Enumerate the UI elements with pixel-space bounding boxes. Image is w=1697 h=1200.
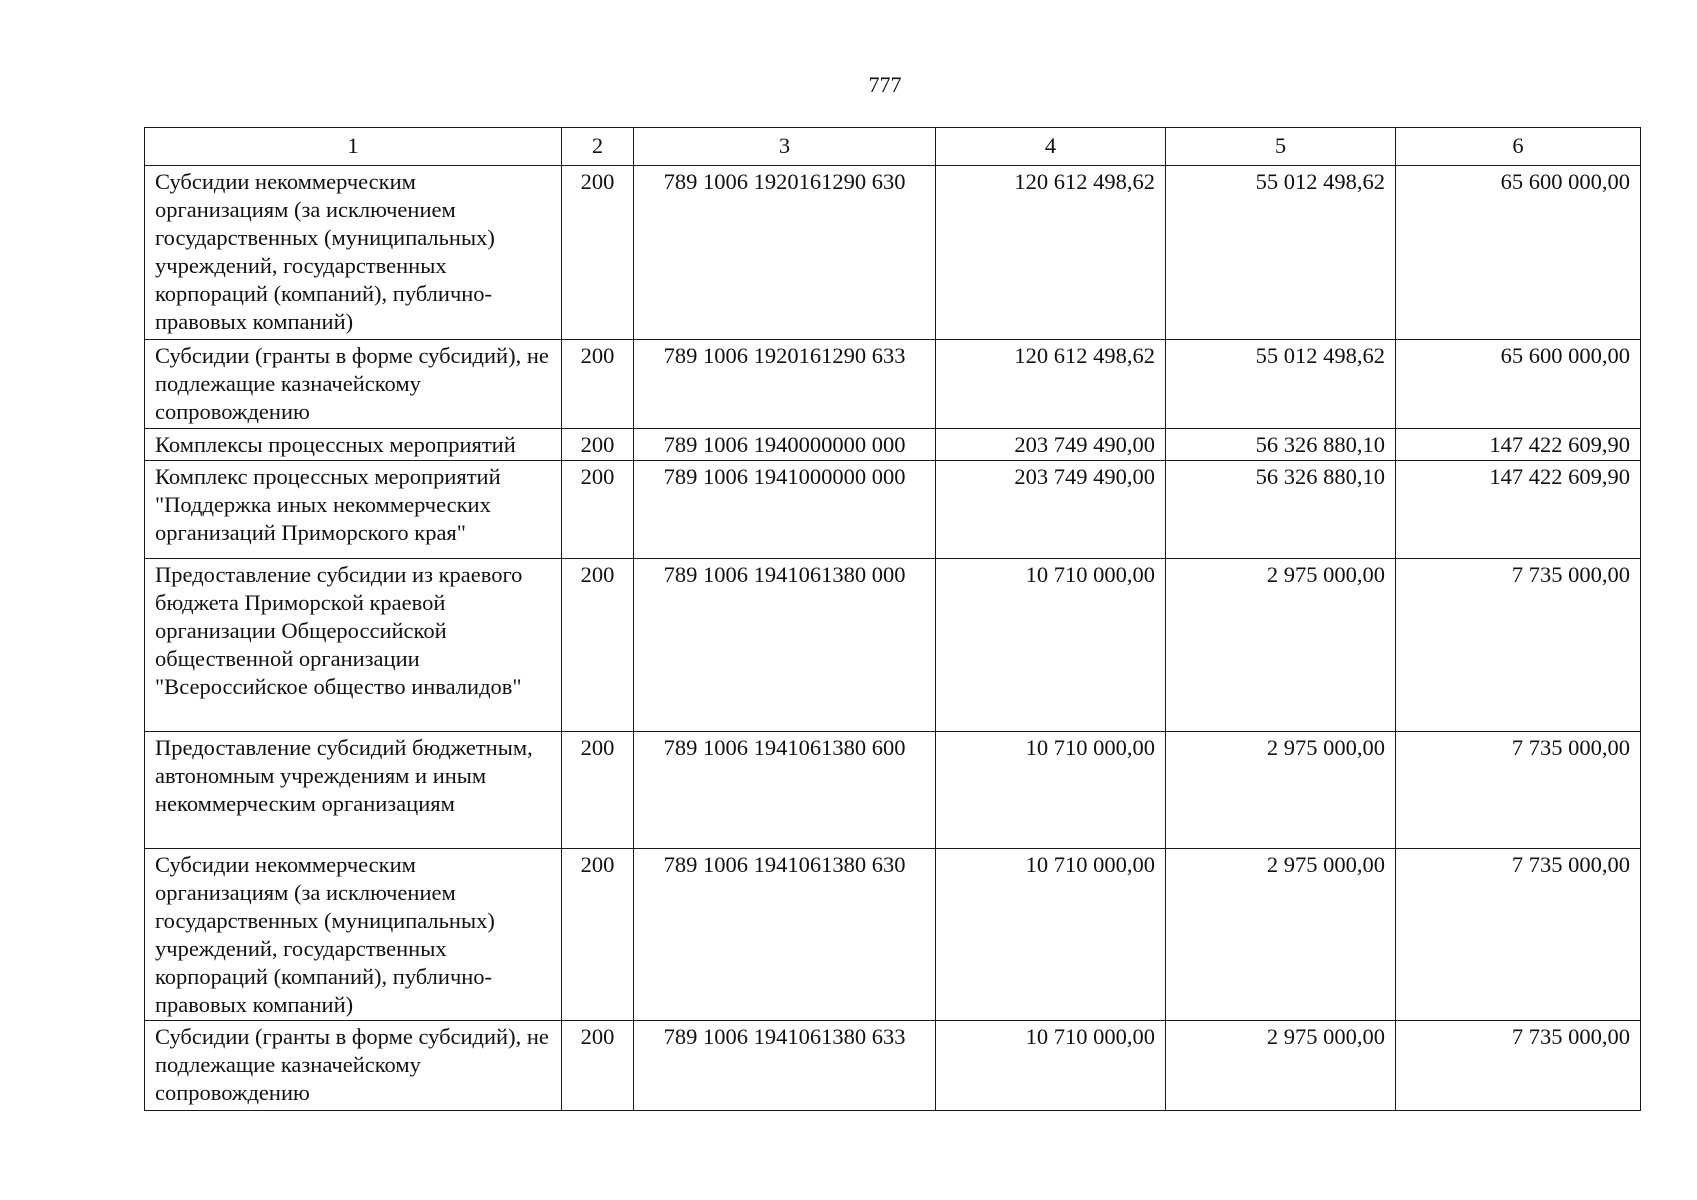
row-col4: 10 710 000,00	[936, 732, 1166, 849]
table-row	[145, 340, 1641, 429]
row-code: 789 1006 1941061380 600	[634, 732, 936, 849]
row-name: Комплекс процессных мероприятий "Поддержка иных некоммерческих организаций Приморского края"	[145, 461, 562, 559]
column-header: 2	[562, 128, 634, 166]
row-col4: 203 749 490,00	[936, 429, 1166, 461]
row-col5: 55 012 498,62	[1166, 166, 1396, 340]
row-name: Предоставление субсидий бюджетным, автономным учреждениям и иным некоммерческим организациям	[145, 732, 562, 849]
row-col2: 200	[562, 166, 634, 340]
row-col5: 56 326 880,10	[1166, 429, 1396, 461]
row-col2: 200	[562, 429, 634, 461]
table-row	[145, 1021, 1641, 1111]
row-name: Субсидии (гранты в форме субсидий), не подлежащие казначейскому сопровождению	[145, 1021, 562, 1111]
row-col5: 2 975 000,00	[1166, 1021, 1396, 1111]
table-row	[145, 849, 1641, 1021]
row-code: 789 1006 1920161290 630	[634, 166, 936, 340]
row-col5: 2 975 000,00	[1166, 849, 1396, 1021]
row-col2: 200	[562, 559, 634, 732]
table-row	[145, 461, 1641, 559]
row-col4: 10 710 000,00	[936, 559, 1166, 732]
row-col2: 200	[562, 461, 634, 559]
row-code: 789 1006 1941000000 000	[634, 461, 936, 559]
row-name: Субсидии (гранты в форме субсидий), не подлежащие казначейскому сопровождению	[145, 340, 562, 429]
row-name: Субсидии некоммерческим организациям (за исключением государственных (муниципальных) учреждений, государственных корпораций (компаний), публично-правовых компаний)	[145, 849, 562, 1021]
row-code: 789 1006 1941061380 630	[634, 849, 936, 1021]
column-header: 1	[145, 128, 562, 166]
row-col6: 65 600 000,00	[1396, 340, 1641, 429]
table-row	[145, 429, 1641, 461]
column-header: 6	[1396, 128, 1641, 166]
row-col6: 147 422 609,90	[1396, 429, 1641, 461]
row-col4: 203 749 490,00	[936, 461, 1166, 559]
page-number: 777	[868, 72, 902, 97]
row-col4: 10 710 000,00	[936, 1021, 1166, 1111]
table-row	[145, 732, 1641, 849]
row-col5: 2 975 000,00	[1166, 732, 1396, 849]
row-col4: 120 612 498,62	[936, 166, 1166, 340]
row-col5: 56 326 880,10	[1166, 461, 1396, 559]
row-col5: 2 975 000,00	[1166, 559, 1396, 732]
row-name: Комплексы процессных мероприятий	[145, 429, 562, 461]
row-col6: 7 735 000,00	[1396, 849, 1641, 1021]
row-col6: 65 600 000,00	[1396, 166, 1641, 340]
row-name: Предоставление субсидии из краевого бюджета Приморской краевой организации Общероссийской общественной организации "Всероссийское общество инвалидов"	[145, 559, 562, 732]
row-col6: 147 422 609,90	[1396, 461, 1641, 559]
column-header: 5	[1166, 128, 1396, 166]
table-row	[145, 166, 1641, 340]
row-code: 789 1006 1941061380 000	[634, 559, 936, 732]
row-col4: 10 710 000,00	[936, 849, 1166, 1021]
row-col2: 200	[562, 1021, 634, 1111]
row-col6: 7 735 000,00	[1396, 1021, 1641, 1111]
column-header: 4	[936, 128, 1166, 166]
row-code: 789 1006 1940000000 000	[634, 429, 936, 461]
row-col2: 200	[562, 340, 634, 429]
row-col5: 55 012 498,62	[1166, 340, 1396, 429]
row-col6: 7 735 000,00	[1396, 732, 1641, 849]
table-row	[145, 559, 1641, 732]
row-col2: 200	[562, 849, 634, 1021]
row-col4: 120 612 498,62	[936, 340, 1166, 429]
row-code: 789 1006 1920161290 633	[634, 340, 936, 429]
budget-table	[144, 127, 1641, 1111]
column-header: 3	[634, 128, 936, 166]
row-col6: 7 735 000,00	[1396, 559, 1641, 732]
row-code: 789 1006 1941061380 633	[634, 1021, 936, 1111]
row-name: Субсидии некоммерческим организациям (за исключением государственных (муниципальных) учреждений, государственных корпораций (компаний), публично-правовых компаний)	[145, 166, 562, 340]
row-col2: 200	[562, 732, 634, 849]
table-header-row	[145, 128, 1641, 166]
